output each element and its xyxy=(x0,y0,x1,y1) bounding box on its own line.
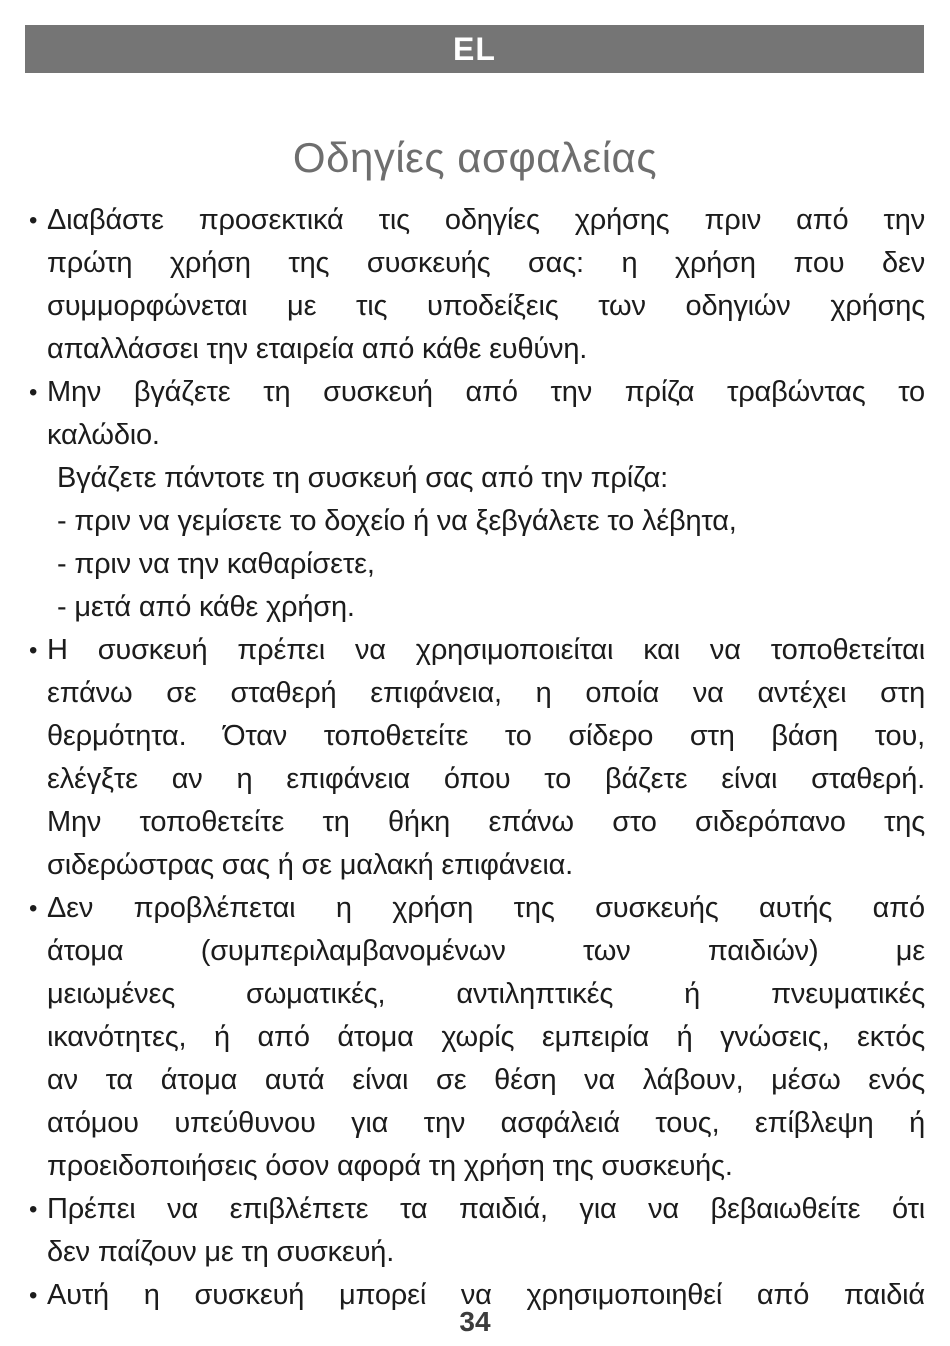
text-line xyxy=(27,844,925,887)
text-line xyxy=(27,1145,925,1188)
bullet-marker: • xyxy=(29,637,38,664)
text-line-content: αν τα άτομα αυτά είναι σε θέση να λάβουν, μέσω ενός xyxy=(47,1064,925,1096)
text-line xyxy=(27,672,925,715)
text-line-content: ατόμου υπεύθυνου για την ασφάλειά τους, επίβλεψη ή xyxy=(47,1107,925,1139)
text-line-content: απαλλάσσει την εταιρεία από κάθε ευθύνη. xyxy=(47,333,588,365)
page-number: 34 xyxy=(459,1306,491,1337)
text-line xyxy=(27,500,925,543)
text-line-content: Διαβάστε προσεκτικά τις οδηγίες χρήσης πριν από την xyxy=(47,204,925,236)
text-line xyxy=(27,1059,925,1102)
text-line-content: Μην τοποθετείτε τη θήκη επάνω στο σιδερόπανο της xyxy=(47,806,925,838)
text-line-content: Αυτή η συσκευή μπορεί να χρησιμοποιηθεί από παιδιά xyxy=(47,1279,925,1311)
bullet-marker: • xyxy=(29,379,38,406)
text-line-content: Βγάζετε πάντοτε τη συσκευή σας από την πρίζα: xyxy=(57,462,669,494)
bullet-marker: • xyxy=(29,895,38,922)
text-line-content: σιδερώστρας σας ή σε μαλακή επιφάνεια. xyxy=(47,849,573,881)
text-line xyxy=(27,1231,925,1274)
text-line-content: επάνω σε σταθερή επιφάνεια, η οποία να αντέχει στη xyxy=(47,677,925,709)
text-line xyxy=(27,1188,925,1231)
text-line xyxy=(27,973,925,1016)
text-line-content: - πριν να την καθαρίσετε, xyxy=(57,548,375,580)
text-line-content: θερμότητα. Όταν τοποθετείτε το σίδερο στη βάση του, xyxy=(47,720,925,752)
bullet-marker: • xyxy=(29,207,38,234)
text-line xyxy=(27,930,925,973)
text-line xyxy=(27,801,925,844)
text-line-content: Δεν προβλέπεται η χρήση της συσκευής αυτής από xyxy=(47,892,925,924)
text-line xyxy=(27,543,925,586)
language-code: EL xyxy=(453,30,496,67)
text-line-content: πρώτη χρήση της συσκευής σας: η χρήση που δεν xyxy=(47,247,925,279)
page-title: Οδηγίες ασφαλείας xyxy=(292,134,658,181)
text-line xyxy=(27,758,925,801)
text-line-content: Η συσκευή πρέπει να χρησιμοποιείται και να τοποθετείται xyxy=(47,634,925,666)
text-line xyxy=(27,629,925,672)
safety-instructions-text xyxy=(27,199,925,1317)
text-line xyxy=(27,328,925,371)
text-line xyxy=(27,457,925,500)
text-line xyxy=(27,199,925,242)
text-line-content: ικανότητες, ή από άτομα χωρίς εμπειρία ή γνώσεις, εκτός xyxy=(47,1021,925,1053)
bullet-marker: • xyxy=(29,1196,38,1223)
language-header-bar xyxy=(25,25,924,73)
text-line xyxy=(27,414,925,457)
text-line-content: Μην βγάζετε τη συσκευή από την πρίζα τραβώντας το xyxy=(47,376,925,408)
text-line xyxy=(27,285,925,328)
text-line-content: προειδοποιήσεις όσον αφορά τη χρήση της συσκευής. xyxy=(47,1150,733,1182)
text-line-content: άτομα (συμπεριλαμβανομένων των παιδιών) με xyxy=(47,935,925,967)
text-line xyxy=(27,371,925,414)
text-line xyxy=(27,887,925,930)
text-line-content: ελέγξτε αν η επιφάνεια όπου το βάζετε είναι σταθερή. xyxy=(47,763,925,795)
text-line xyxy=(27,1102,925,1145)
text-line-content: συμμορφώνεται με τις υποδείξεις των οδηγιών χρήσης xyxy=(47,290,925,322)
text-line xyxy=(27,715,925,758)
text-line-content: καλώδιο. xyxy=(47,419,160,451)
text-line xyxy=(27,1016,925,1059)
bullet-marker: • xyxy=(29,1282,38,1309)
text-line-content: - πριν να γεμίσετε το δοχείο ή να ξεβγάλετε το λέβητα, xyxy=(57,505,737,537)
text-line-content: Πρέπει να επιβλέπετε τα παιδιά, για να βεβαιωθείτε ότι xyxy=(47,1193,925,1225)
text-line-content: δεν παίζουν με τη συσκευή. xyxy=(47,1236,395,1268)
text-line-content: - μετά από κάθε χρήση. xyxy=(57,591,355,623)
text-line xyxy=(27,586,925,629)
text-line xyxy=(27,242,925,285)
text-line-content: μειωμένες σωματικές, αντιληπτικές ή πνευματικές xyxy=(47,978,925,1010)
